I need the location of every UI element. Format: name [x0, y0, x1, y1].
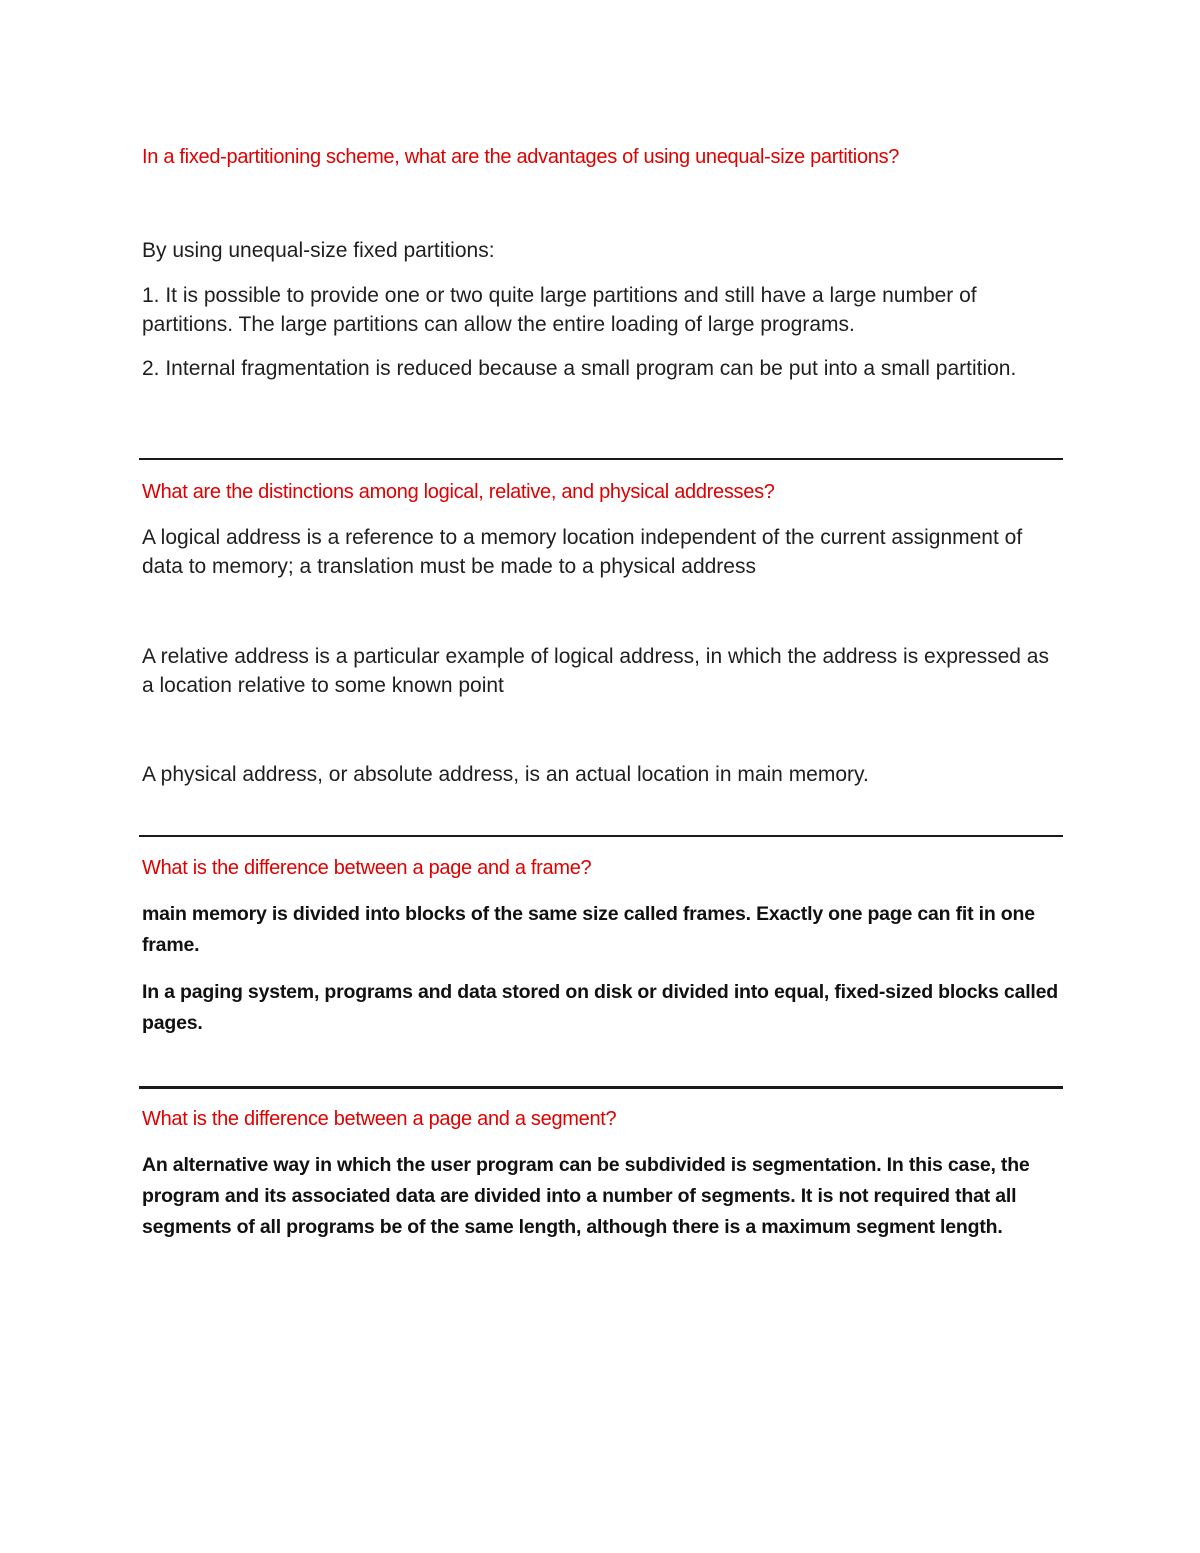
answer-point: 1. It is possible to provide one or two quite large partitions and still have a large number of partitions. The large partitions can allow the entire loading of large programs. — [142, 284, 977, 336]
answer-point: 2. Internal fragmentation is reduced because a small program can be put into a small partition. — [142, 357, 1017, 380]
question-heading: In a fixed-partitioning scheme, what are the advantages of using unequal-size partitions? — [142, 146, 900, 168]
answer-paragraph: A relative address is a particular example of logical address, in which the address is expressed as a location relative to some known point — [142, 645, 1049, 697]
question-heading: What is the difference between a page and a frame? — [142, 857, 592, 879]
answer-paragraph: An alternative way in which the user program can be subdivided is segmentation. In this case, the program and its associated data are divided into a number of segments. It is not required that all segments of all programs be of the same length, although there is a maximum segment length. — [142, 1154, 1030, 1238]
answer-paragraph: In a paging system, programs and data stored on disk or divided into equal, fixed-sized blocks called pages. — [142, 981, 1059, 1034]
question-heading: What are the distinctions among logical, relative, and physical addresses? — [142, 481, 775, 503]
section-divider — [139, 458, 1063, 460]
section-divider — [139, 835, 1063, 837]
section-divider — [139, 1086, 1063, 1089]
answer-intro: By using unequal-size fixed partitions: — [142, 239, 495, 262]
question-heading: What is the difference between a page and a segment? — [142, 1108, 617, 1130]
answer-paragraph: A logical address is a reference to a memory location independent of the current assignment of data to memory; a translation must be made to a physical address — [142, 526, 1023, 578]
answer-paragraph: A physical address, or absolute address, is an actual location in main memory. — [142, 763, 869, 786]
answer-paragraph: main memory is divided into blocks of the same size called frames. Exactly one page can fit in one frame. — [142, 903, 1035, 956]
